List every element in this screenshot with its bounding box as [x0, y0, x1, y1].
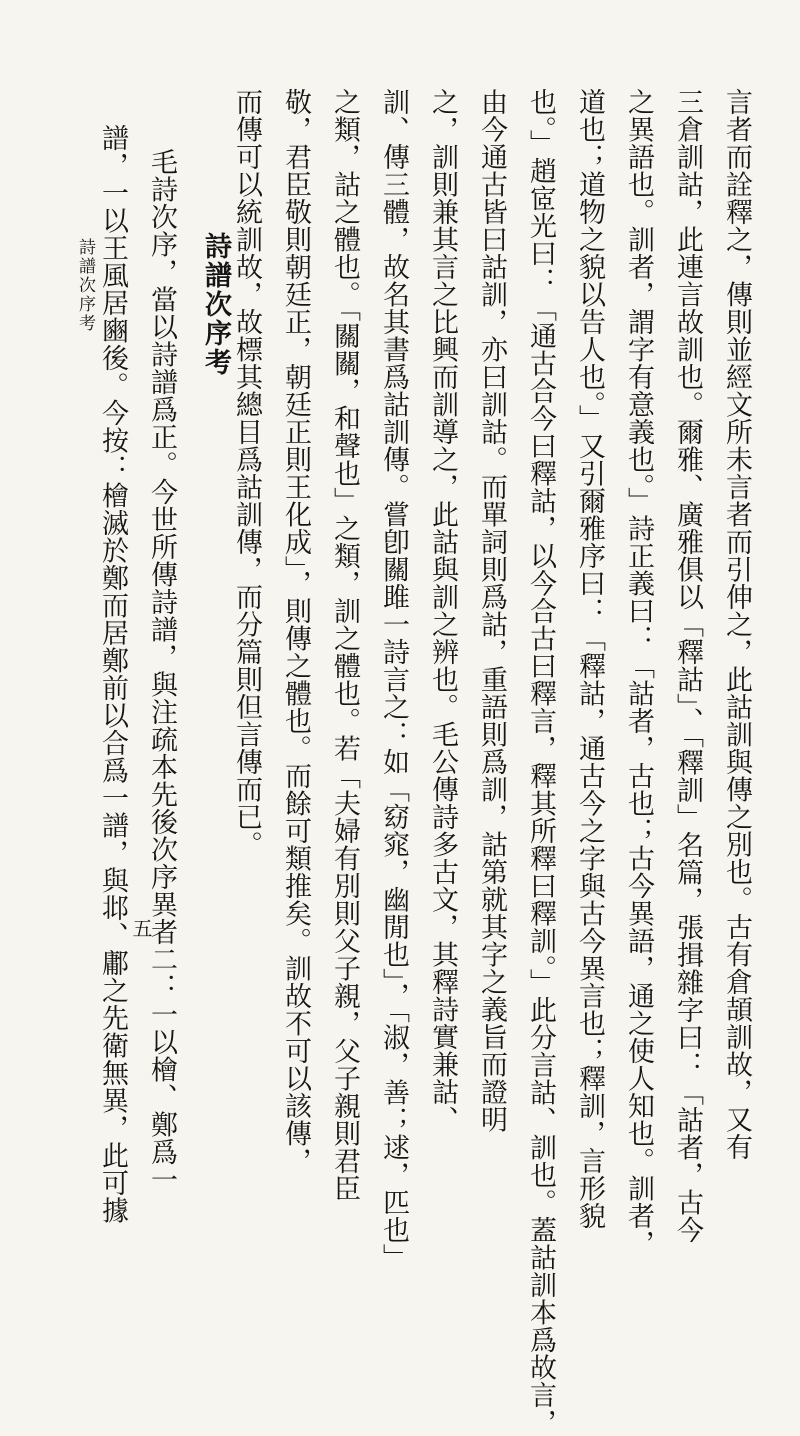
text-column-r7: 之，訓則兼其言之比興而訓導之，此詁與訓之辨也。毛公傳詩多古文，其釋詩實兼詁、 — [427, 88, 458, 1133]
text-column-r10: 敬，君臣敬則朝廷正，朝廷正則王化成」，則傳之體也。而餘可類推矣。訓故不可以該傳， — [280, 88, 311, 1175]
text-column-r5-mixed — [522, 88, 556, 1436]
running-header: 詩譜次序考 — [75, 238, 95, 333]
text-column-l1: 毛詩次序，當以詩譜爲正。今世所傳詩譜，與注疏本先後次序異者二：一以檜、鄭爲一 — [146, 148, 177, 1193]
text-column-r6: 由今通古皆曰詁訓，亦曰訓詁。而單詞則爲詁，重語則爲訓，詁第就其字之義旨而證明 — [476, 88, 507, 1133]
page-number: 五 — [129, 918, 153, 939]
text-column-r11: 而傳可以統訓故，故標其總目爲詁訓傳，而分篇則但言傳而已。 — [231, 88, 262, 858]
text-column-r1: 言者而詮釋之，傳則並經文所未言者而引伸之，此詁訓與傳之別也。古有倉頡訓故，又有 — [721, 88, 752, 1161]
text-column-r8: 訓、傳三體，故名其書爲詁訓傳。嘗卽關雎一詩言之：如「窈窕，幽閒也」，「淑，善；逑，匹也」 — [378, 88, 409, 1271]
text-column-l2: 譜，一以王風居豳後。今按：檜滅於鄭而居鄭前以合爲一譜，與邶、鄘之先衛無異，此可據 — [97, 124, 128, 1224]
text-column-r9: 之類，詁之體也。「關關，和聲也」之類，訓之體也。若「夫婦有別則父子親，父子親則君臣 — [329, 88, 360, 1202]
text-column-r3: 之異語也。訓者，謂字有意義也。」詩正義曰：「詁者，古也；古今異語，通之使人知也。訓者， — [623, 88, 654, 1257]
text-column-r2: 三倉訓詁，此連言故訓也。爾雅、廣雅俱以「釋詁」、「釋訓」名篇，張揖雜字曰：「詁者，古今 — [672, 88, 703, 1244]
text-column-r4: 道也；道物之貌以告人也。」又引爾雅序曰：「釋詁，通古今之字與古今異言也；釋訓，言形貌 — [574, 88, 605, 1230]
text-segment-main: 也。」趙宧光曰：「通古合今曰釋詁，以今合古曰釋言，釋其所釋曰釋訓。」此分言詁、訓也。蓋詁訓本爲故言， — [525, 88, 556, 1436]
section-title: 詩譜次序考 — [200, 232, 231, 377]
